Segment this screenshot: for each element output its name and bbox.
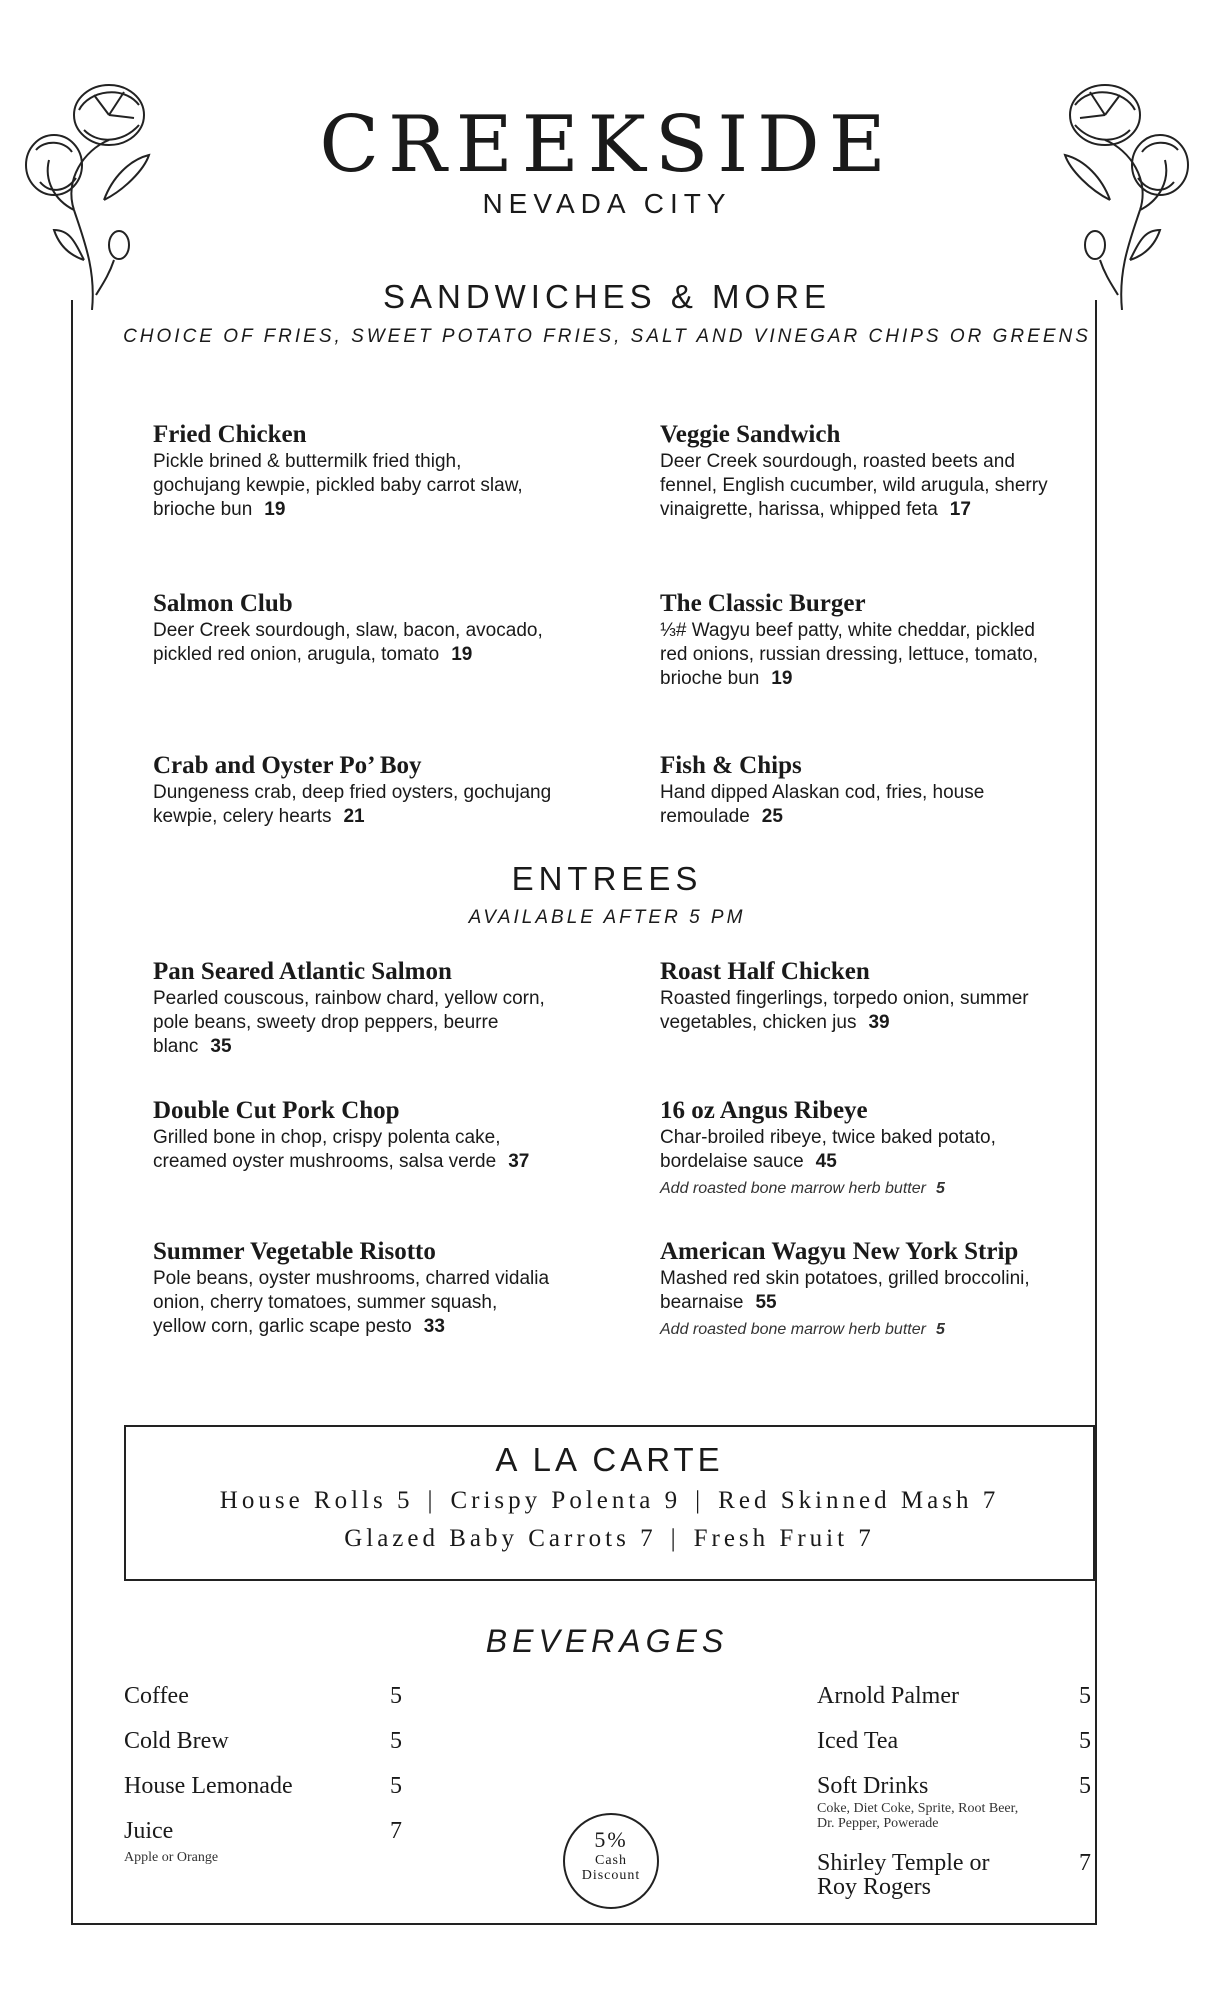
item-addon: Add roasted bone marrow herb butter 5	[660, 1180, 945, 1197]
discount-label: Discount	[581, 1868, 641, 1883]
sandwiches-title: SANDWICHES & MORE	[382, 278, 832, 315]
item-name: Veggie Sandwich	[660, 421, 841, 448]
menu-item	[660, 420, 1050, 522]
item-name: Roast Half Chicken	[660, 958, 870, 985]
a-la-carte-line-1: House Rolls 5 | Crispy Polenta 9 | Red Skinned Mash 7	[219, 1487, 1000, 1514]
item-price: 19	[771, 668, 793, 689]
item-name: Salmon Club	[153, 590, 293, 617]
item-price: 37	[508, 1151, 530, 1172]
item-description: Pickle brined & buttermilk fried thigh, gochujang kewpie, pickled baby carrot slaw, brioche bun 19	[153, 451, 523, 520]
entrees-title: ENTREES	[511, 860, 703, 897]
a-la-carte-title: A LA CARTE	[495, 1441, 724, 1478]
beverage-price: 5	[1079, 1728, 1091, 1754]
beverage-price: 5	[390, 1728, 402, 1754]
item-name: 16 oz Angus Ribeye	[660, 1097, 868, 1124]
item-price: 39	[868, 1012, 890, 1033]
beverage-name: Roy Rogers	[817, 1874, 931, 1900]
menu-item	[660, 957, 1050, 1035]
beverage-name: Shirley Temple or	[817, 1850, 990, 1876]
menu-item	[660, 751, 1050, 829]
side-item: Fresh Fruit 7	[693, 1525, 875, 1552]
a-la-carte-box	[124, 1425, 1095, 1581]
beverage-price: 7	[1079, 1850, 1091, 1876]
menu-item	[660, 1237, 1050, 1339]
beverage-price: 5	[1079, 1683, 1091, 1709]
beverages-title: BEVERAGES	[485, 1623, 729, 1659]
item-price: 21	[343, 806, 365, 827]
item-name: Crab and Oyster Po’ Boy	[153, 752, 422, 779]
item-name: The Classic Burger	[660, 590, 866, 617]
item-name: Fish & Chips	[660, 752, 802, 779]
item-description: Pearled couscous, rainbow chard, yellow corn, pole beans, sweety drop peppers, beurre blanc 35	[153, 988, 545, 1057]
entrees-subtitle: AVAILABLE AFTER 5 PM	[468, 907, 746, 928]
item-name: Pan Seared Atlantic Salmon	[153, 958, 452, 985]
item-addon: Add roasted bone marrow herb butter 5	[660, 1321, 945, 1338]
menu-item	[660, 1096, 1050, 1198]
side-item: House Rolls 5	[219, 1487, 414, 1514]
item-description: ⅓# Wagyu beef patty, white cheddar, pickled red onions, russian dressing, lettuce, tomato, brioche bun 19	[660, 620, 1039, 689]
beverage-name: Juice	[124, 1818, 174, 1844]
item-description: Char-broiled ribeye, twice baked potato, bordelaise sauce 45	[660, 1127, 996, 1172]
item-name: American Wagyu New York Strip	[660, 1238, 1019, 1265]
item-price: 17	[949, 499, 971, 520]
item-description: Deer Creek sourdough, slaw, bacon, avocado, pickled red onion, arugula, tomato 19	[153, 620, 543, 665]
item-name: Summer Vegetable Risotto	[153, 1238, 436, 1265]
beverage-name: Cold Brew	[124, 1728, 229, 1754]
item-description: Pole beans, oyster mushrooms, charred vidalia onion, cherry tomatoes, summer squash, yellow corn, garlic scape pesto 33	[153, 1268, 550, 1337]
cash-discount-badge	[563, 1813, 659, 1909]
beverage-name: Soft Drinks	[817, 1773, 929, 1799]
menu-item	[153, 589, 553, 667]
beverage-note: Coke, Diet Coke, Sprite, Root Beer,	[817, 1801, 1019, 1816]
item-description: Mashed red skin potatoes, grilled broccolini, bearnaise 55	[660, 1268, 1030, 1313]
menu-item	[660, 589, 1050, 691]
item-price: 35	[210, 1036, 232, 1057]
item-description: Roasted fingerlings, torpedo onion, summer vegetables, chicken jus 39	[660, 988, 1029, 1033]
item-price: 19	[451, 644, 473, 665]
item-description: Deer Creek sourdough, roasted beets and fennel, English cucumber, wild arugula, sherry vinaigrette, harissa, whipped feta 17	[660, 451, 1048, 520]
item-price: 25	[761, 806, 783, 827]
discount-label: Cash	[595, 1853, 627, 1868]
beverage-price: 5	[390, 1773, 402, 1799]
discount-percent: 5%	[594, 1827, 628, 1852]
item-description: Dungeness crab, deep fried oysters, gochujang kewpie, celery hearts 21	[153, 782, 552, 827]
menu-item	[153, 957, 553, 1059]
beverage-name: Arnold Palmer	[817, 1683, 959, 1709]
item-price: 33	[423, 1316, 445, 1337]
side-item: Red Skinned Mash 7	[718, 1487, 1000, 1514]
addon-price: 5	[935, 1321, 945, 1338]
item-description: Grilled bone in chop, crispy polenta cake, creamed oyster mushrooms, salsa verde 37	[153, 1127, 530, 1172]
beverage-name: Coffee	[124, 1683, 189, 1709]
item-price: 55	[755, 1292, 777, 1313]
restaurant-name: CREEKSIDE	[319, 100, 895, 190]
side-item: Crispy Polenta 9	[450, 1487, 682, 1514]
beverage-name: House Lemonade	[124, 1773, 293, 1799]
restaurant-location: NEVADA CITY	[482, 188, 732, 219]
sandwiches-subtitle: CHOICE OF FRIES, SWEET POTATO FRIES, SALT AND VINEGAR CHIPS OR GREENS	[123, 326, 1091, 347]
item-name: Double Cut Pork Chop	[153, 1097, 400, 1124]
item-price: 45	[815, 1151, 837, 1172]
item-description: Hand dipped Alaskan cod, fries, house remoulade 25	[660, 782, 985, 827]
menu-item	[153, 751, 553, 829]
beverage-price: 5	[390, 1683, 402, 1709]
a-la-carte-line-2: Glazed Baby Carrots 7 | Fresh Fruit 7	[344, 1525, 875, 1552]
beverage-note: Apple or Orange	[124, 1850, 219, 1865]
beverage-price: 7	[390, 1818, 402, 1844]
item-name: Fried Chicken	[153, 421, 307, 448]
menu-item	[153, 1237, 553, 1339]
item-price: 19	[264, 499, 286, 520]
beverage-note: Dr. Pepper, Powerade	[817, 1816, 939, 1831]
beverage-name: Iced Tea	[817, 1728, 899, 1754]
beverage-price: 5	[1079, 1773, 1091, 1799]
menu-item	[153, 1096, 553, 1174]
side-item: Glazed Baby Carrots 7	[344, 1525, 657, 1552]
menu-item	[153, 420, 553, 522]
addon-price: 5	[935, 1180, 945, 1197]
